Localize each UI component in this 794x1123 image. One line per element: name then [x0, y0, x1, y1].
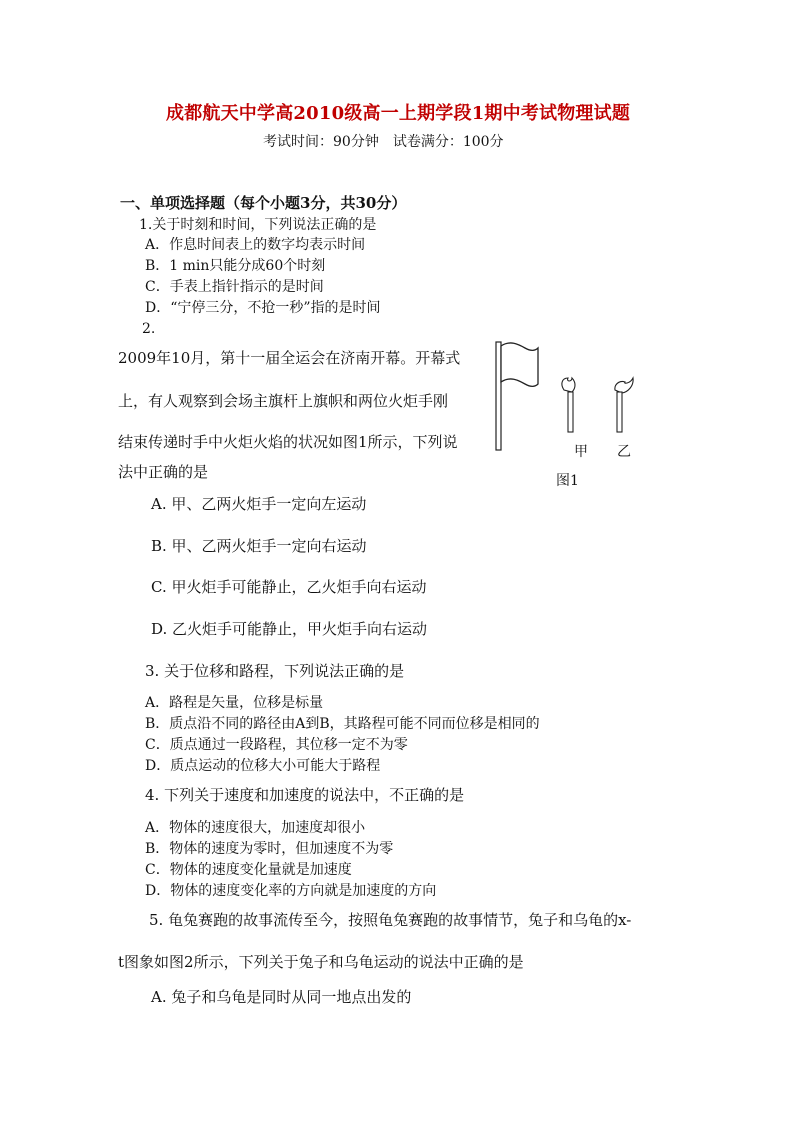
question-1-option-c: C．手表上指针指示的是时间	[145, 279, 324, 295]
figure-label-yi: 乙	[617, 444, 631, 460]
question-2-option-b: B. 甲、乙两火炬手一定向右运动	[151, 537, 367, 555]
question-3-option-a: A．路程是矢量，位移是标量	[145, 695, 324, 711]
flagpole	[496, 342, 501, 450]
question-5-stem-line-1: 5. 龟兔赛跑的故事流传至今，按照龟兔赛跑的故事情节，兔子和乌龟的x-	[149, 911, 632, 929]
question-5-stem-line-2: t图象如图2所示，下列关于兔子和乌龟运动的说法中正确的是	[118, 953, 524, 971]
question-1-option-a: A．作息时间表上的数字均表示时间	[145, 237, 366, 253]
question-3-option-b: B．质点沿不同的路径由A到B，其路程可能不同而位移是相同的	[145, 716, 540, 732]
question-4-stem: 4. 下列关于速度和加速度的说法中，不正确的是	[145, 786, 465, 804]
figure-label-jia: 甲	[574, 444, 588, 460]
question-4-option-c: C．物体的速度变化量就是加速度	[145, 862, 352, 878]
question-3-option-c: C．质点通过一段路程，其位移一定不为零	[145, 737, 408, 753]
question-3-stem: 3. 关于位移和路程，下列说法正确的是	[145, 662, 405, 680]
question-2-stem-line-2: 上，有人观察到会场主旗杆上旗帜和两位火炬手刚	[118, 392, 449, 410]
question-1-stem: 1.关于时刻和时间，下列说法正确的是	[139, 217, 377, 233]
figure-1-caption: 图1	[556, 473, 579, 489]
question-4-option-a: A．物体的速度很大，加速度却很小	[145, 820, 366, 836]
torch-yi	[615, 378, 633, 432]
page-title: 成都航天中学高2010级高一上期学段1期中考试物理试题	[166, 103, 631, 124]
question-2-option-a: A. 甲、乙两火炬手一定向左运动	[151, 495, 367, 513]
question-2-stem-line-1: 2009年10月，第十一届全运会在济南开幕。开幕式	[118, 349, 461, 367]
exam-info: 考试时间：90分钟 试卷满分：100分	[263, 134, 504, 150]
question-1-option-b: B．1 min只能分成60个时刻	[145, 258, 326, 274]
question-2-option-c: C. 甲火炬手可能静止，乙火炬手向右运动	[151, 578, 427, 596]
question-5-option-a: A. 兔子和乌龟是同时从同一地点出发的	[151, 988, 412, 1006]
question-2-stem-line-4: 法中正确的是	[118, 463, 209, 481]
question-1-option-d: D．“宁停三分，不抢一秒”指的是时间	[145, 300, 381, 316]
question-4-option-b: B．物体的速度为零时，但加速度不为零	[145, 841, 394, 857]
question-2-stem-line-3: 结束传递时手中火炬火焰的状况如图1所示，下列说	[118, 433, 458, 451]
question-2-number: 2.	[142, 321, 156, 337]
question-2-option-d: D. 乙火炬手可能静止，甲火炬手向右运动	[151, 620, 428, 638]
question-4-option-d: D．物体的速度变化率的方向就是加速度的方向	[145, 883, 437, 899]
section-heading: 一、单项选择题（每个小题3分，共30分）	[120, 194, 407, 212]
torch-jia	[562, 378, 575, 432]
question-3-option-d: D．质点运动的位移大小可能大于路程	[145, 758, 381, 774]
flag	[501, 343, 538, 386]
